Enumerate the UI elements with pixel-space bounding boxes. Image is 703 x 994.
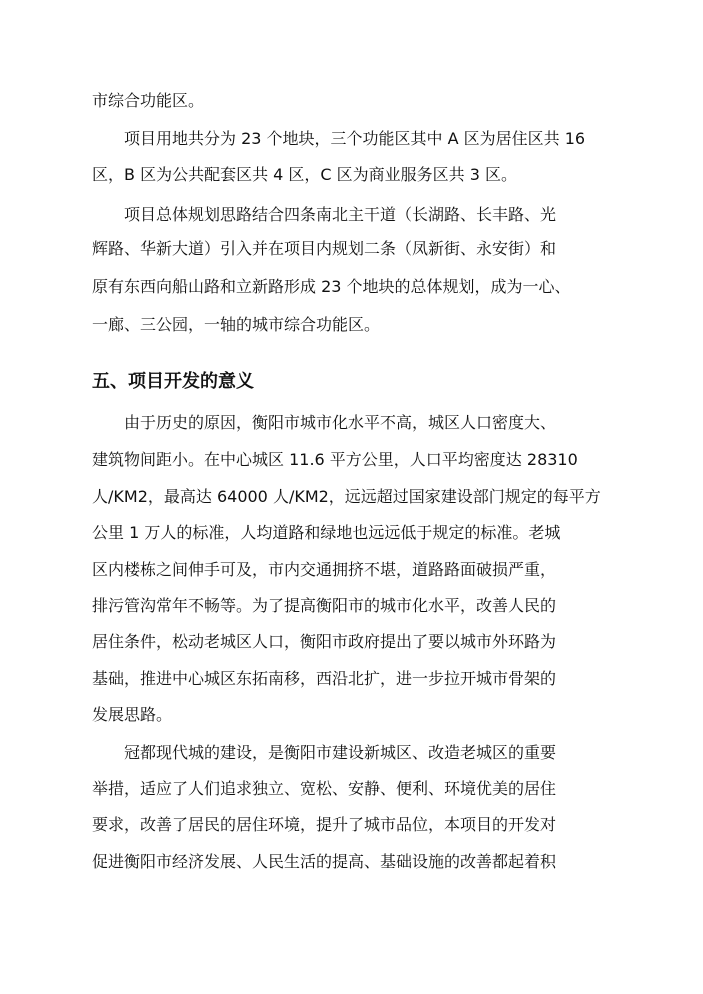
paragraph-line: 发展思路。 (92, 705, 173, 724)
paragraph-line: 由于历史的原因，衡阳市城市化水平不高，城区人口密度大、 (124, 413, 557, 432)
paragraph-line: 市综合功能区。 (92, 91, 205, 110)
paragraph-line: 排污管沟常年不畅等。为了提高衡阳市的城市化水平，改善人民的 (92, 596, 557, 615)
paragraph-line: 公里 1 万人的标准，人均道路和绿地也远远低于规定的标准。老城 (92, 523, 561, 542)
paragraph-line: 区内楼栋之间伸手可及，市内交通拥挤不堪，道路路面破损严重， (92, 560, 557, 579)
paragraph-line: 居住条件，松动老城区人口，衡阳市政府提出了要以城市外环路为 (92, 632, 557, 651)
paragraph-line: 基础，推进中心城区东拓南移，西沿北扩，进一步拉开城市骨架的 (92, 669, 557, 688)
paragraph-line: 区，B 区为公共配套区共 4 区，C 区为商业服务区共 3 区。 (92, 165, 518, 184)
paragraph-line: 项目用地共分为 23 个地块，三个功能区其中 A 区为居住区共 16 (124, 129, 586, 148)
paragraph-line: 项目总体规划思路结合四条南北主干道（长湖路、长丰路、光 (124, 205, 557, 224)
paragraph-line: 一廊、三公园，一轴的城市综合功能区。 (92, 315, 381, 334)
paragraph-line: 人/KM2，最高达 64000 人/KM2，远远超过国家建设部门规定的每平方 (92, 487, 601, 506)
paragraph-line: 促进衡阳市经济发展、人民生活的提高、基础设施的改善都起着积 (92, 852, 557, 871)
paragraph-line: 建筑物间距小。在中心城区 11.6 平方公里，人口平均密度达 28310 (92, 450, 578, 469)
paragraph-line: 原有东西向船山路和立新路形成 23 个地块的总体规划，成为一心、 (92, 277, 571, 296)
paragraph-line: 辉路、华新大道）引入并在项目内规划二条（凤新街、永安街）和 (92, 239, 557, 258)
paragraph-line: 要求，改善了居民的居住环境，提升了城市品位，本项目的开发对 (92, 815, 557, 834)
paragraph-line: 举措，适应了人们追求独立、宽松、安静、便利、环境优美的居住 (92, 779, 557, 798)
paragraph-line: 冠都现代城的建设，是衡阳市建设新城区、改造老城区的重要 (124, 743, 557, 762)
section-heading: 五、项目开发的意义 (92, 371, 254, 392)
